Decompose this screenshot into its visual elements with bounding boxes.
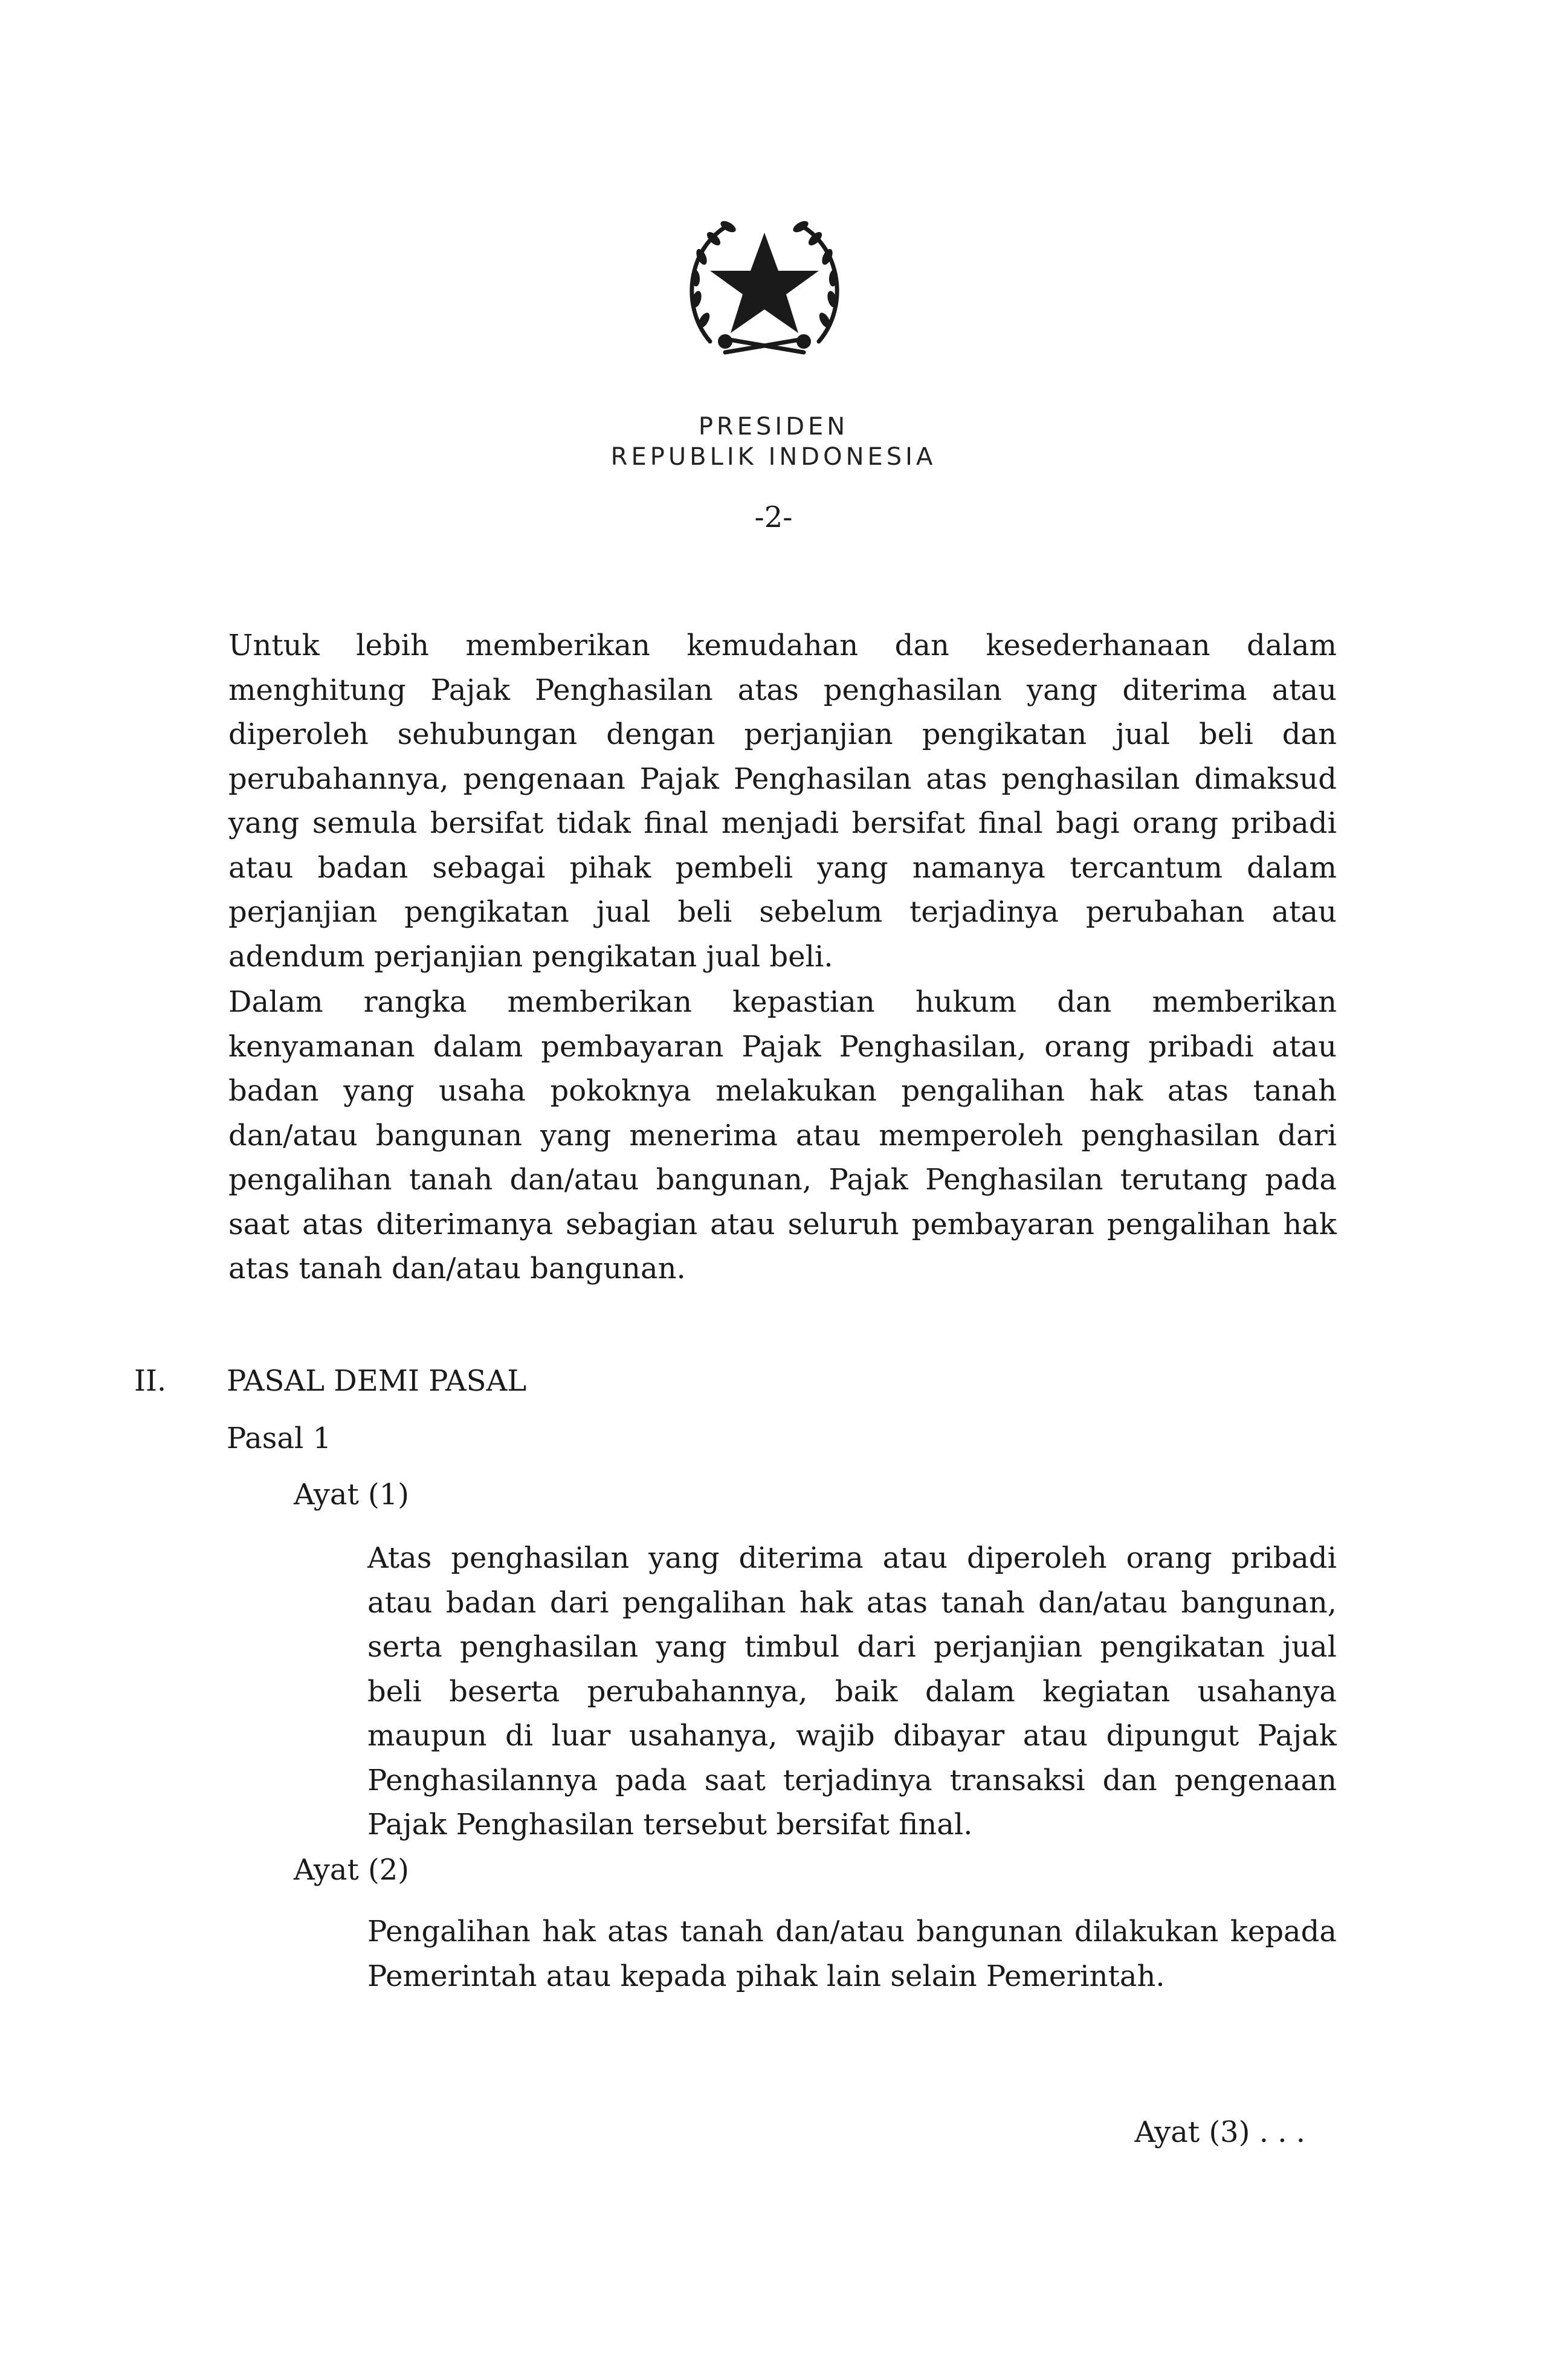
garuda-star-emblem-icon bbox=[668, 190, 861, 384]
section-title: PASAL DEMI PASAL bbox=[227, 1364, 527, 1398]
clause-2-text: Pengalihan hak atas tanah dan/atau bangunan dilakukan kepada Pemerintah atau kepada pihak lain selain Pemerintah. bbox=[367, 1915, 1337, 1993]
article-heading: Pasal 1 bbox=[227, 1421, 332, 1455]
section-number: II. bbox=[134, 1364, 167, 1398]
page-number: -2- bbox=[754, 500, 793, 534]
paragraph-final-tax-ppjb: Untuk lebih memberikan kemudahan dan kesederhanaan dalam menghitung Pajak Penghasilan atas penghasilan yang diterima atau diperoleh sehubungan dengan perjanjian pengikatan jual beli dan perubahannya, pengenaan Pajak Penghasilan atas penghasilan dimaksud yang semula bersifat tidak final menjadi bersifat final bagi orang pribadi atau badan sebagai pihak pembeli yang namanya tercantum dalam perjanjian pengikatan jual beli sebelum terjadinya perubahan atau adendum perjanjian pengikatan jual beli. bbox=[228, 629, 1337, 974]
letterhead-title: PRESIDEN bbox=[698, 413, 849, 441]
clause-1-text: Atas penghasilan yang diterima atau diperoleh orang pribadi atau badan dari pengalihan hak atas tanah dan/atau bangunan, serta penghasilan yang timbul dari perjanjian pengikatan jual beli beserta perubahannya, baik dalam kegiatan usahanya maupun di luar usahanya, wajib dibayar atau dipungut Pajak Penghasilannya pada saat terjadinya transaksi dan pengenaan Pajak Penghasilan tersebut bersifat final. bbox=[367, 1541, 1337, 1842]
letterhead-subtitle: REPUBLIK INDONESIA bbox=[610, 443, 937, 471]
clause-1-heading: Ayat (1) bbox=[294, 1478, 409, 1512]
paragraph-legal-certainty: Dalam rangka memberikan kepastian hukum dan memberikan kenyamanan dalam pembayaran Pajak Penghasilan, orang pribadi atau badan yang usaha pokoknya melakukan pengalihan hak atas tanah dan/atau bangunan yang menerima atau memperoleh penghasilan dari pengalihan tanah dan/atau bangunan, Pajak Penghasilan terutang pada saat atas diterimanya sebagian atau seluruh pembayaran pengalihan hak atas tanah dan/atau bangunan. bbox=[228, 985, 1337, 1285]
continuation-note: Ayat (3) . . . bbox=[1134, 2115, 1305, 2149]
clause-2-heading: Ayat (2) bbox=[294, 1853, 409, 1887]
